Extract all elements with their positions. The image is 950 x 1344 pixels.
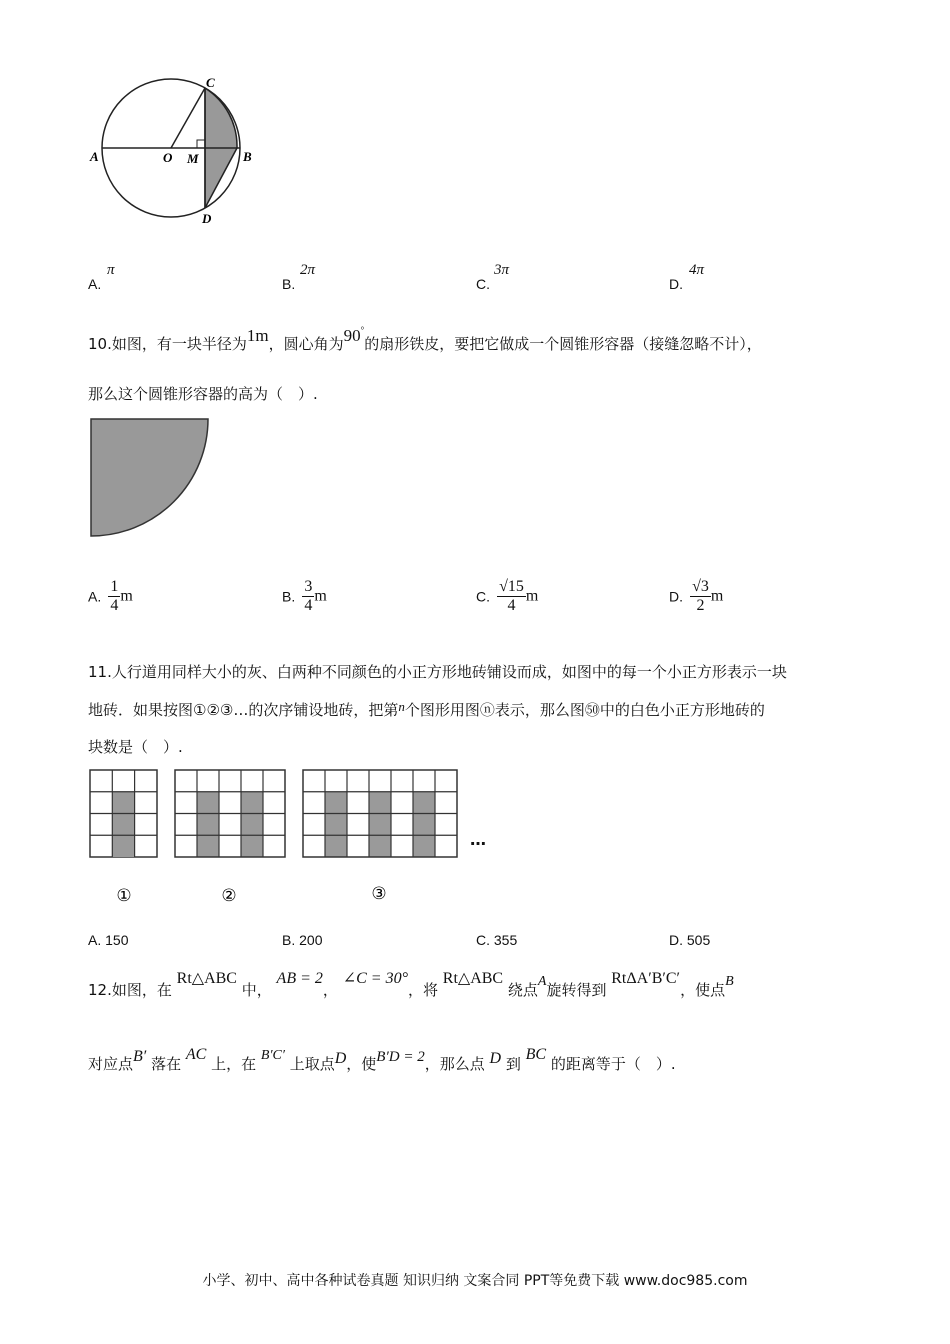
q12-line2 xyxy=(88,1046,676,1076)
q12-math: Rt△ABC xyxy=(442,970,504,987)
q11-option-d[interactable] xyxy=(669,932,710,948)
q12-text: 上取点 xyxy=(289,1055,335,1073)
numerator: √15 xyxy=(499,578,524,595)
option-value: 2π xyxy=(300,262,316,278)
numerator: 1 xyxy=(110,578,119,595)
label-M: M xyxy=(187,151,199,166)
option-letter: B. xyxy=(282,588,296,605)
q10-degree: ° xyxy=(360,325,365,335)
q12-math: D xyxy=(489,1050,502,1067)
option-value: 3π xyxy=(494,262,510,278)
ellipsis: … xyxy=(470,830,486,849)
q12-line1 xyxy=(88,970,734,1002)
page-footer: 小学、初中、高中各种试卷真题 知识归纳 文案合同 PPT等免费下载 www.doc985.com xyxy=(202,1273,748,1289)
denominator: 2 xyxy=(696,597,705,614)
label-A: A xyxy=(90,149,99,164)
q12-text: 中， xyxy=(241,981,272,999)
q12-math: B′ xyxy=(133,1048,147,1065)
option-unit: m xyxy=(314,587,327,605)
sector-figure xyxy=(88,416,213,540)
q11-line3: 块数是（ ）. xyxy=(88,738,183,756)
option-letter: D. xyxy=(669,276,683,292)
option-letter: A. xyxy=(88,588,102,605)
option-letter: C. xyxy=(476,276,490,292)
q10-text: 10.如图，有一块半径为 xyxy=(88,335,247,353)
q12-math: D xyxy=(334,1050,347,1067)
q12-text: ，使点 xyxy=(680,981,726,999)
option-letter: C. xyxy=(476,588,490,605)
option-fraction xyxy=(497,578,526,615)
label-D: D xyxy=(202,211,212,226)
denominator: 4 xyxy=(507,597,516,614)
label-C: C xyxy=(206,75,215,90)
q11-n: n xyxy=(398,699,405,714)
q12-text: ， xyxy=(322,981,338,999)
q10-option-d[interactable] xyxy=(669,578,723,615)
q10-option-b[interactable] xyxy=(282,578,327,615)
q12-math: B′D = 2 xyxy=(376,1049,425,1065)
q11-text: 个图形用图ⓝ表示，那么图㊿中的白色小正方形地砖的 xyxy=(404,701,765,719)
option-letter: D. xyxy=(669,588,683,605)
option-letter: D. xyxy=(669,932,683,948)
q12-math: B xyxy=(725,974,734,989)
tile-figure-1 xyxy=(88,768,160,908)
numerator: 3 xyxy=(304,578,313,595)
numerator: √3 xyxy=(692,578,709,595)
option-value: 355 xyxy=(493,932,518,948)
figure-label-2: ② xyxy=(221,886,237,906)
q10-radius: 1m xyxy=(246,326,269,345)
q11-option-b[interactable] xyxy=(282,932,322,948)
denominator: 4 xyxy=(304,597,313,614)
option-value: 200 xyxy=(299,932,323,948)
tile-figure-2 xyxy=(173,768,289,908)
option-value: 150 xyxy=(105,932,129,948)
q12-math: A xyxy=(537,974,547,989)
q11-text: 地砖．如果按图①②③…的次序铺设地砖，把第 xyxy=(88,701,399,719)
q12-math: Rt△ABC xyxy=(176,970,237,987)
q12-math: AC xyxy=(185,1046,207,1063)
option-letter: C. xyxy=(476,932,490,948)
option-letter: A. xyxy=(88,276,102,292)
option-fraction xyxy=(690,578,711,615)
option-value: π xyxy=(107,262,115,278)
option-fraction xyxy=(302,578,314,615)
q10-angle: 90 xyxy=(343,326,361,345)
q12-text: 上，在 xyxy=(211,1055,257,1073)
q12-text: 旋转得到 xyxy=(546,981,607,999)
q11-option-a[interactable] xyxy=(88,932,128,948)
q11-option-c[interactable] xyxy=(476,932,517,948)
option-fraction xyxy=(108,578,120,615)
figure-label-1: ① xyxy=(116,886,132,906)
option-unit: m xyxy=(710,587,724,605)
q11-line1: 11.人行道用同样大小的灰、白两种不同颜色的小正方形地砖铺设而成，如图中的每一个小正方形表示一块 xyxy=(88,663,787,681)
option-value: 4π xyxy=(689,262,705,278)
option-letter: B. xyxy=(282,932,296,948)
option-unit: m xyxy=(525,587,539,605)
q12-text: 落在 xyxy=(151,1055,182,1073)
option-letter: A. xyxy=(88,932,102,948)
q12-text: 绕点 xyxy=(507,981,538,999)
q10-option-a[interactable] xyxy=(88,578,133,615)
q11-line2 xyxy=(88,700,765,721)
q12-math: RtΔA′B′C′ xyxy=(611,970,681,987)
q12-text: 对应点 xyxy=(88,1055,134,1073)
q12-text: 的距离等于（ ）. xyxy=(550,1055,676,1073)
option-unit: m xyxy=(120,587,133,605)
q10-line1 xyxy=(88,325,762,356)
q12-text: ，使 xyxy=(346,1055,377,1073)
tile-figure-3 xyxy=(301,768,459,908)
q10-line2: 那么这个圆锥形容器的高为（ ）. xyxy=(88,385,318,403)
q12-text: 到 xyxy=(505,1055,521,1073)
denominator: 4 xyxy=(110,597,119,614)
q12-math: ∠C = 30° xyxy=(342,970,408,987)
figure-label-3: ③ xyxy=(371,884,387,904)
label-B: B xyxy=(243,149,252,164)
q12-math: AB = 2 xyxy=(276,970,323,987)
q10-option-c[interactable] xyxy=(476,578,538,615)
q10-text: ，圆心角为 xyxy=(268,335,344,353)
option-value: 505 xyxy=(686,932,711,948)
label-O: O xyxy=(163,150,173,165)
q12-math: BC xyxy=(525,1046,547,1063)
q12-text: 12.如图，在 xyxy=(88,981,172,999)
circle-figure xyxy=(85,75,260,230)
q12-text: ，将 xyxy=(407,981,438,999)
q12-text: ，那么点 xyxy=(424,1055,485,1073)
option-letter: B. xyxy=(282,276,296,292)
q10-text: 的扇形铁皮，要把它做成一个圆锥形容器（接缝忽略不计）， xyxy=(364,335,762,353)
q12-math: B′C′ xyxy=(260,1048,285,1063)
